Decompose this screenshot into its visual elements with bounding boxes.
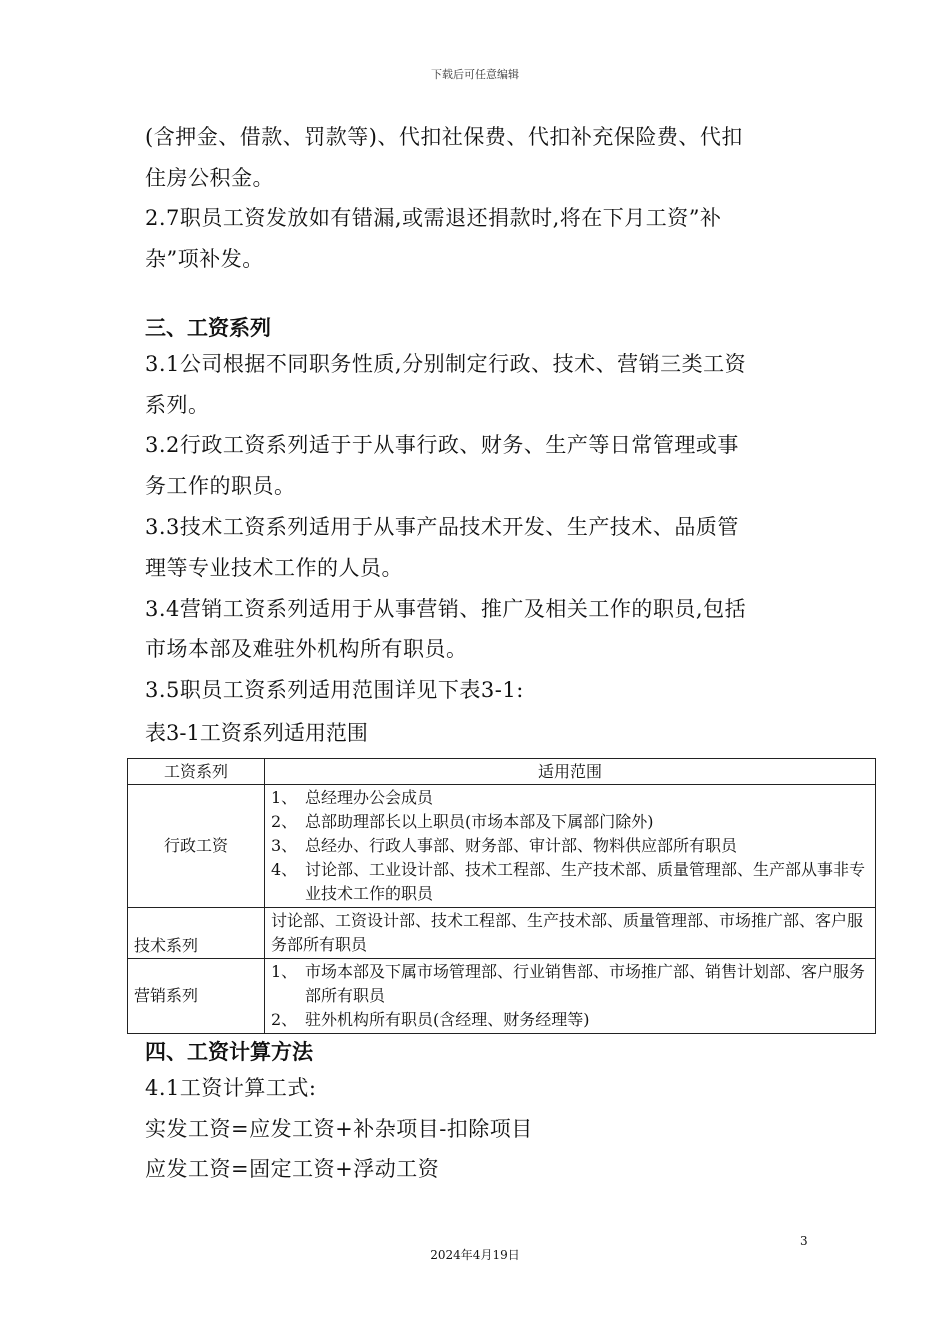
- scope-cell: [265, 785, 876, 908]
- list-text: 总经理办公会成员: [305, 788, 434, 807]
- list-text: 驻外机构所有职员(含经理、财务经理等): [305, 1010, 590, 1029]
- list-number: 3、: [271, 836, 298, 855]
- series-cell: 营销系列: [128, 959, 265, 1034]
- table-row: [128, 785, 876, 908]
- list-item: [271, 786, 869, 810]
- series-cell: 技术系列: [128, 908, 265, 959]
- paragraph-line: 实发工资=应发工资+补杂项目-扣除项目: [145, 1117, 533, 1141]
- paragraph-line: 应发工资=固定工资+浮动工资: [145, 1157, 440, 1181]
- paragraph-line: 务工作的职员。: [145, 474, 296, 498]
- paragraph-line: 系列。: [145, 393, 210, 417]
- list-item: [271, 834, 869, 858]
- list-item: [271, 810, 869, 834]
- paragraph-line: 杂”项补发。: [145, 247, 264, 271]
- list-item: [271, 1008, 869, 1032]
- page-header: 下载后可任意编辑: [431, 68, 519, 81]
- salary-series-table: [127, 758, 876, 1034]
- table-header-cell: 适用范围: [265, 759, 876, 785]
- footer-date: 2024年4月19日: [430, 1248, 520, 1262]
- table-caption: 表3-1工资系列适用范围: [145, 721, 368, 745]
- section-heading: 四、工资计算方法: [145, 1039, 313, 1064]
- scope-cell: [265, 959, 876, 1034]
- list-number: 1、: [271, 962, 298, 981]
- table-header-row: [128, 759, 876, 785]
- paragraph-line: 3.1公司根据不同职务性质,分别制定行政、技术、营销三类工资: [145, 352, 747, 376]
- paragraph-line: 3.4营销工资系列适用于从事营销、推广及相关工作的职员,包括: [145, 597, 747, 621]
- list-text: 讨论部、工业设计部、技术工程部、生产技术部、质量管理部、生产部从事非专业技术工作的职员: [305, 860, 866, 903]
- list-number: 4、: [271, 860, 298, 879]
- list-number: 2、: [271, 1010, 298, 1029]
- list-item: [271, 858, 869, 906]
- table-header-cell: 工资系列: [128, 759, 265, 785]
- series-cell: 行政工资: [128, 785, 265, 908]
- table-row: [128, 959, 876, 1034]
- paragraph-line: 理等专业技术工作的人员。: [145, 556, 403, 580]
- list-text: 总经办、行政人事部、财务部、审计部、物料供应部所有职员: [305, 836, 738, 855]
- list-text: 总部助理部长以上职员(市场本部及下属部门除外): [305, 812, 654, 831]
- table-row: [128, 908, 876, 959]
- list-number: 2、: [271, 812, 298, 831]
- paragraph-line: 3.5职员工资系列适用范围详见下表3-1:: [145, 678, 524, 702]
- scope-cell: 讨论部、工资设计部、技术工程部、生产技术部、质量管理部、市场推广部、客户服务部所有职员: [265, 908, 876, 959]
- paragraph-line: 市场本部及难驻外机构所有职员。: [145, 637, 468, 661]
- list-text: 市场本部及下属市场管理部、行业销售部、市场推广部、销售计划部、客户服务部所有职员: [305, 962, 866, 1005]
- list-number: 1、: [271, 788, 298, 807]
- paragraph-line: 4.1工资计算工式:: [145, 1076, 317, 1100]
- paragraph-line: (含押金、借款、罚款等)、代扣社保费、代扣补充保险费、代扣: [145, 125, 743, 149]
- paragraph-line: 3.3技术工资系列适用于从事产品技术开发、生产技术、品质管: [145, 515, 739, 539]
- list-item: [271, 960, 869, 1008]
- paragraph-line: 3.2行政工资系列适于于从事行政、财务、生产等日常管理或事: [145, 433, 739, 457]
- paragraph-line: 住房公积金。: [145, 166, 274, 190]
- paragraph-line: 2.7职员工资发放如有错漏,或需退还捐款时,将在下月工资”补: [145, 206, 722, 230]
- section-heading: 三、工资系列: [145, 315, 271, 340]
- page-number: 3: [800, 1234, 808, 1248]
